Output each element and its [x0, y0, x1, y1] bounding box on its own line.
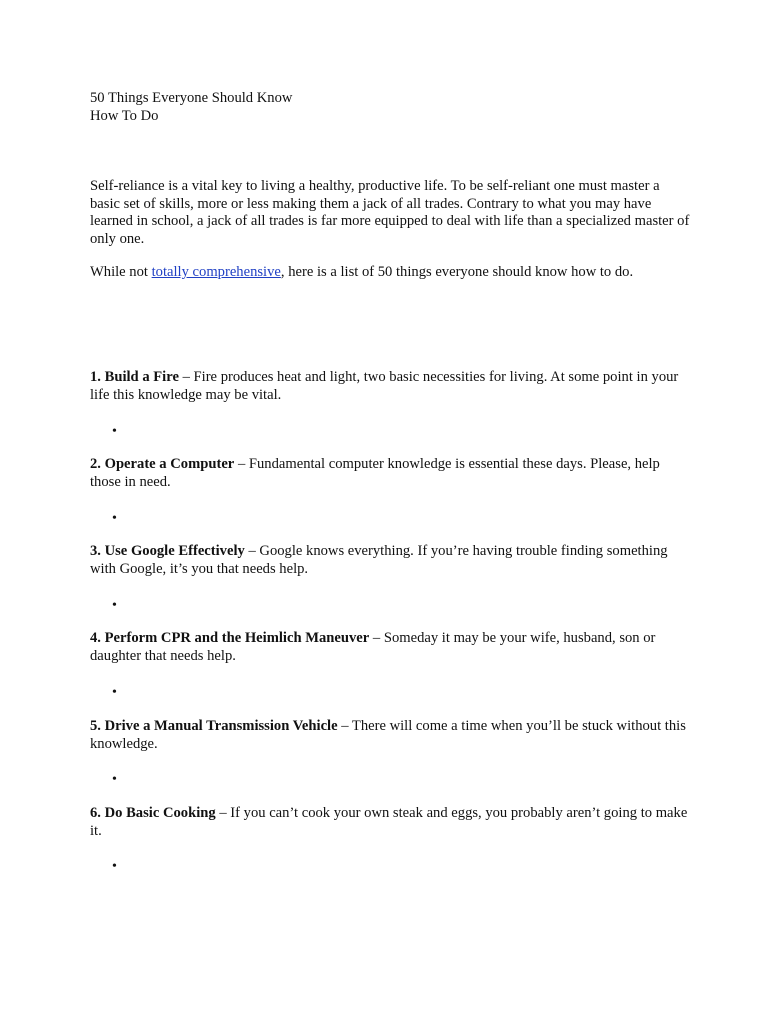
- title-line-2: How To Do: [90, 107, 159, 124]
- bullet-icon: •: [112, 511, 117, 526]
- list-intro-paragraph: [90, 264, 690, 282]
- bullet-icon: •: [112, 598, 117, 613]
- item-text: – If you can’t cook your own steak and eggs, you probably aren’t going to make it.: [90, 805, 688, 839]
- item-title: 6. Do Basic Cooking: [90, 805, 216, 821]
- list-intro-prefix: While not: [90, 264, 152, 280]
- item-text: – Fundamental computer knowledge is essential these days. Please, help those in need.: [90, 456, 660, 490]
- list-item: [90, 718, 690, 753]
- list-item: [90, 630, 690, 665]
- item-text: – There will come a time when you’ll be stuck without this knowledge.: [90, 718, 686, 752]
- bullet-icon: •: [112, 859, 117, 874]
- item-title: 1. Build a Fire: [90, 369, 179, 385]
- item-text: – Fire produces heat and light, two basic necessities for living. At some point in your life this knowledge may be vital.: [90, 369, 679, 403]
- list-intro-suffix: , here is a list of 50 things everyone should know how to do.: [280, 264, 634, 280]
- item-text: – Google knows everything. If you’re having trouble finding something with Google, it’s you that needs help.: [90, 543, 668, 577]
- list-item: [90, 456, 690, 491]
- document-title: [90, 90, 690, 125]
- title-line-1: 50 Things Everyone Should Know: [90, 90, 293, 106]
- intro-paragraph: Self-reliance is a vital key to living a healthy, productive life. To be self-reliant one must master a basic set of skills, more or less making them a jack of all trades. Contrary to what you may have learned in school, a jack of all trades is far more equipped to deal with life than a specialized master of only one.: [90, 178, 690, 247]
- bullet-icon: •: [112, 685, 117, 700]
- bullet-icon: •: [112, 424, 117, 439]
- list-item: [90, 805, 690, 840]
- item-title: 5. Drive a Manual Transmission Vehicle: [90, 718, 338, 734]
- list-item: [90, 369, 690, 404]
- totally-comprehensive-link[interactable]: totally comprehensive: [151, 264, 281, 280]
- item-text: – Someday it may be your wife, husband, son or daughter that needs help.: [90, 630, 656, 664]
- item-title: 3. Use Google Effectively: [90, 543, 245, 559]
- bullet-icon: •: [112, 772, 117, 787]
- item-title: 4. Perform CPR and the Heimlich Maneuver: [90, 630, 370, 646]
- item-title: 2. Operate a Computer: [90, 456, 235, 472]
- list-item: [90, 543, 690, 578]
